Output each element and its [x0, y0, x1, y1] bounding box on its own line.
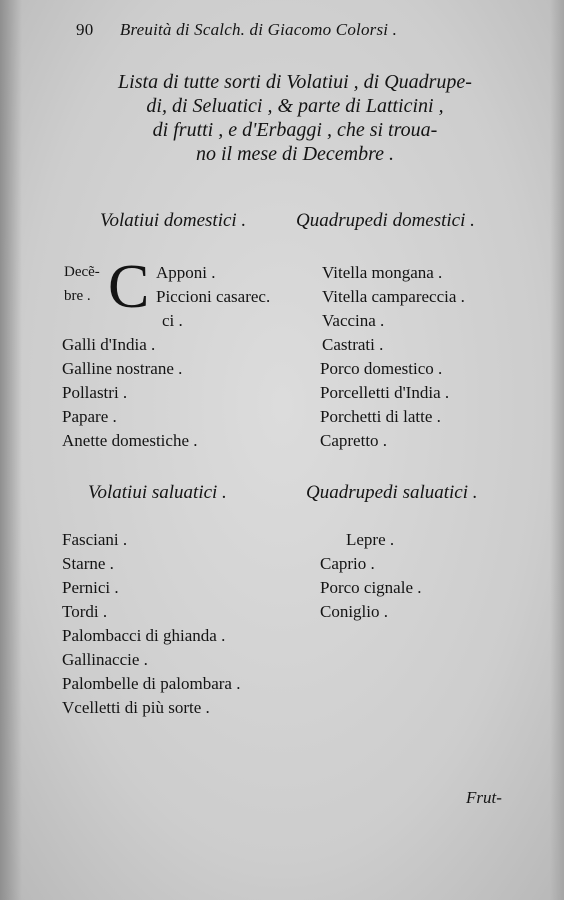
list-item: Coniglio .	[320, 602, 389, 621]
page-number: 90	[76, 20, 94, 39]
list-item: Galline nostrane .	[62, 359, 183, 378]
running-head	[76, 20, 536, 40]
list-item: Pernici .	[62, 578, 119, 597]
list-item: Capretto .	[320, 431, 388, 450]
list-item: Porcelletti d'India .	[320, 383, 450, 402]
page-edge-shadow	[550, 0, 564, 900]
list-item: Pollastri .	[62, 383, 128, 402]
heading-quadrupedi-domestici: Quadrupedi domestici .	[296, 210, 475, 231]
list-item: Vitella campareccia .	[322, 287, 465, 306]
gutter-shadow	[0, 0, 22, 900]
title-line: Lista di tutte sorti di Volatiui , di Quadrupe-	[118, 71, 472, 93]
list-item: Gallinaccie .	[62, 650, 148, 669]
list-item: Caprio .	[320, 554, 375, 573]
list-item: Vaccina .	[322, 311, 385, 330]
title-line: di frutti , e d'Erbaggi , che si troua-	[152, 119, 438, 141]
drop-cap: C	[108, 253, 150, 321]
heading-quadrupedi-saluatici: Quadrupedi saluatici .	[306, 482, 478, 503]
title-line: no il mese di Decembre .	[195, 143, 395, 165]
list-item: Starne .	[62, 554, 114, 573]
list-item: Galli d'India .	[62, 335, 156, 354]
list-item: Fasciani .	[62, 530, 128, 549]
list-item: Porco domestico .	[320, 359, 443, 378]
heading-volatiui-domestici: Volatiui domestici .	[100, 210, 247, 231]
list-item: Anette domestiche .	[62, 431, 198, 450]
catchword: Frut-	[466, 788, 502, 807]
list-item: Palombelle di palombara .	[62, 674, 241, 693]
list-item: Castrati .	[322, 335, 384, 354]
list-item: Apponi .	[156, 263, 216, 282]
running-title: Breuità di Scalch. di Giacomo Colorsi .	[119, 20, 398, 39]
list-item: Tordi .	[62, 602, 108, 621]
list-item: ci .	[162, 311, 183, 330]
list-title	[60, 70, 530, 166]
list-item: Lepre .	[346, 530, 395, 549]
list-item: Vcelletti di più sorte .	[62, 698, 210, 717]
month-note-line1: Decẽ-	[64, 264, 100, 280]
list-item: Palombacci di ghianda .	[62, 626, 226, 645]
heading-volatiui-saluatici: Volatiui saluatici .	[88, 482, 227, 503]
list-item: Porco cignale .	[320, 578, 422, 597]
list-item: Piccioni casarec.	[156, 287, 271, 306]
list-item: Papare .	[62, 407, 117, 426]
month-note-line2: bre .	[64, 288, 91, 304]
title-line: di, di Seluatici , & parte di Latticini ,	[146, 95, 444, 117]
list-item: Porchetti di latte .	[320, 407, 441, 426]
list-item: Vitella mongana .	[322, 263, 443, 282]
